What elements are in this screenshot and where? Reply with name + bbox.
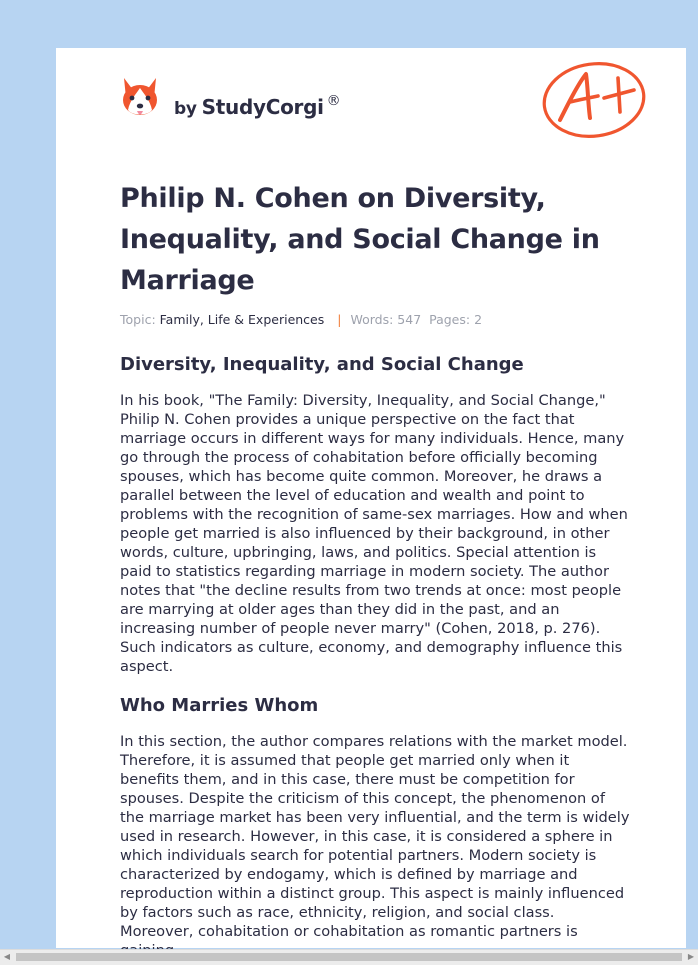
- brand-logo-text[interactable]: [174, 95, 340, 119]
- document-page: [56, 48, 686, 948]
- meta-separator: |: [337, 312, 342, 327]
- page-count: Pages: 2: [429, 312, 483, 327]
- brand-by: by: [174, 99, 197, 119]
- section-heading-who-marries: Who Marries Whom: [120, 695, 319, 716]
- brand-name: StudyCorgi: [201, 95, 324, 119]
- scroll-left-arrow-icon[interactable]: ◀: [3, 952, 11, 961]
- topic-link[interactable]: Family, Life & Experiences: [159, 312, 325, 327]
- scroll-thumb[interactable]: [16, 953, 682, 961]
- article-title: Philip N. Cohen on Diversity, Inequality, and Social Change in Marriage: [120, 183, 600, 296]
- horizontal-scrollbar[interactable]: [0, 949, 698, 965]
- topic-label: Topic:: [120, 312, 156, 327]
- registered-mark: ®: [326, 93, 341, 109]
- a-plus-grade-icon: [538, 58, 648, 140]
- section-heading-diversity: Diversity, Inequality, and Social Change: [120, 354, 524, 375]
- scroll-right-arrow-icon[interactable]: ▶: [687, 952, 695, 961]
- corgi-logo-icon: [120, 76, 160, 120]
- section-paragraph-who-marries: In this section, the author compares relations with the market model. Therefore, it is assumed that people get married only when it benefits them, and in this case, there must be competition for spouses. Despite the criticism of this concept, the phenomenon of the marriage market has been very influential, and the term is widely used in research. However, in this case, it is considered a sphere in which individuals search for potential partners. Modern society is characterized by endogamy, which is defined by marriage and reproduction within a distinct group. This aspect is mainly influenced by factors such as race, ethnicity, religion, and social class. Moreover, cohabitation or cohabitation as romantic partners is: [120, 733, 630, 940]
- article-meta: [120, 312, 482, 327]
- section-paragraph-diversity: In his book, "The Family: Diversity, Inequality, and Social Change," Philip N. Cohen provides a unique perspective on the fact that marriage occurs in different ways for many individuals. Hence, many go through the process of cohabitation before officially becoming spouses, which has become quite common. Moreover, he draws a parallel between the level of education and wealth and point to problems with the recognition of same-sex marriages. How and when people get married is also influenced by their background, in other words, culture, upbringing, laws, and politics. Special attention is paid to statistics regarding marriage in modern society. The author notes that "the decline results from two trends at once: most people are marrying at older ages than they did in the past, and an increasing number of people never marry" (Cohen, 2018, p. 276). Such indicators as culture, economy, and demography influence this aspect.: [120, 392, 628, 675]
- word-count: Words: 547: [350, 312, 422, 327]
